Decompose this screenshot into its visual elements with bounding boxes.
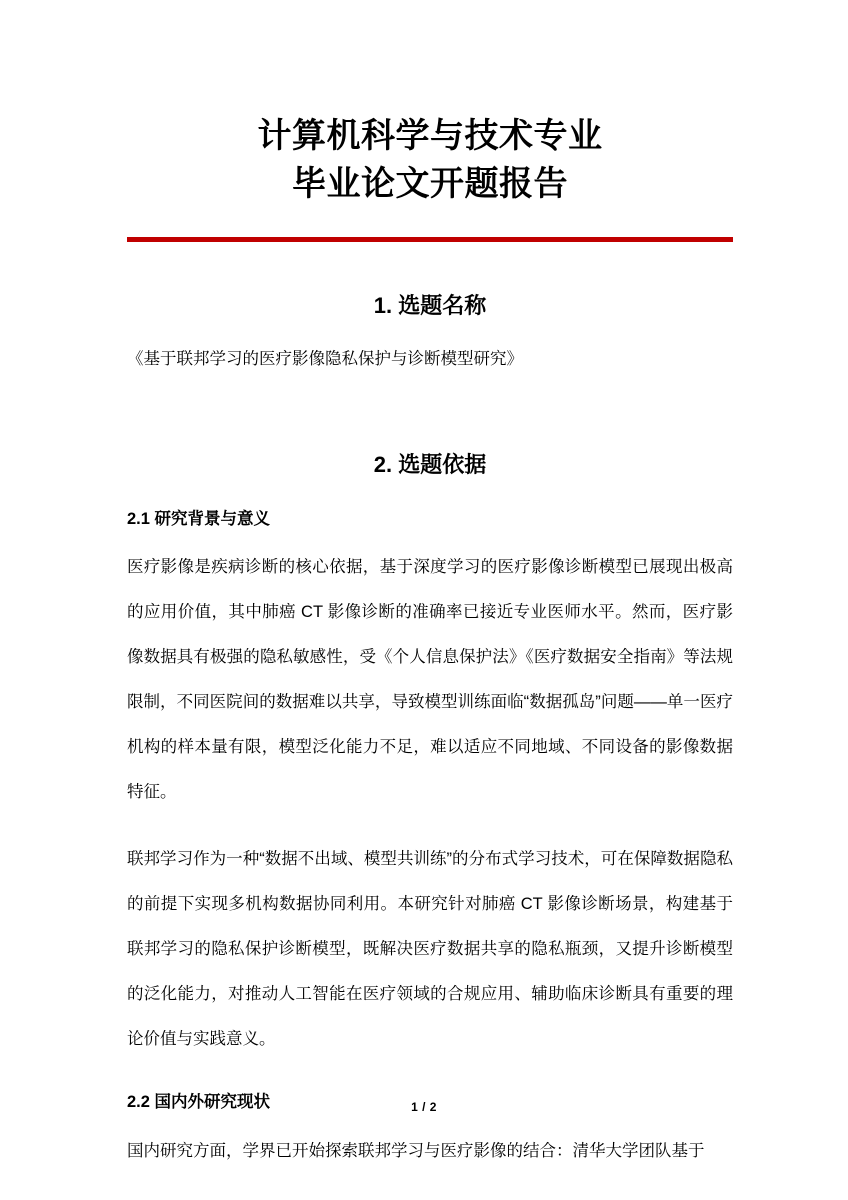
document-title bbox=[127, 0, 733, 209]
document-title-line-1: 计算机科学与技术专业 bbox=[257, 117, 603, 155]
page-number-footer: 1 / 2 bbox=[411, 1100, 437, 1114]
subsection-heading-2-2: 2.2 国内外研究现状 bbox=[127, 1092, 271, 1111]
subsection-heading-2-1: 2.1 研究背景与意义 bbox=[127, 510, 271, 529]
section-heading-2: 2. 选题依据 bbox=[373, 451, 487, 477]
paragraph-background-1: 医疗影像是疾病诊断的核心依据，基于深度学习的医疗影像诊断模型已展现出极高的应用价值，其中肺癌 CT 影像诊断的准确率已接近专业医师水平。然而，医疗影像数据具有极强的隐私敏感性，受《个人信息保护法》《医疗数据安全指南》等法规限制，不同医院间的数据难以共享，导致模型训练面临“数据孤岛”问题——单一医疗机构的样本量有限，模型泛化能力不足，难以适应不同地域、不同设备的影像数据特征。 bbox=[127, 557, 733, 801]
page-content bbox=[127, 0, 733, 1174]
paragraph-research-status-1: 国内研究方面，学界已开始探索联邦学习与医疗影像的结合：清华大学团队基于 bbox=[127, 1141, 705, 1160]
document-title-line-2: 毕业论文开题报告 bbox=[292, 165, 568, 204]
thesis-topic-title: 《基于联邦学习的医疗影像隐私保护与诊断模型研究》 bbox=[127, 350, 523, 369]
paragraph-background-2: 联邦学习作为一种“数据不出域、模型共训练”的分布式学习技术，可在保障数据隐私的前提下实现多机构数据协同利用。本研究针对肺癌 CT 影像诊断场景，构建基于联邦学习的隐私保护诊断模型，既解决医疗数据共享的隐私瓶颈，又提升诊断模型的泛化能力，对推动人工智能在医疗领域的合规应用、辅助临床诊断具有重要的理论价值与实践意义。 bbox=[127, 849, 733, 1048]
section-heading-1: 1. 选题名称 bbox=[373, 292, 487, 318]
